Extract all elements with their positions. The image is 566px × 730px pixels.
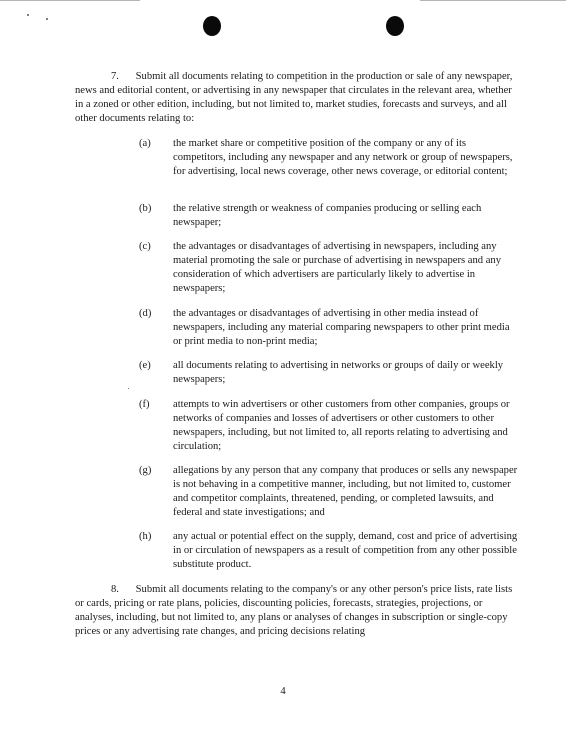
list-item-text: allegations by any person that any company that produces or sells any newspaper is not behaving in a competitive manner, including, but not limited to, customer and competitor complaints, threatened, pending, or completed lawsuits, and federal and state investigations; and (173, 465, 518, 519)
list-item-text: all documents relating to advertising in networks or groups of daily or weekly newspapers; (173, 360, 504, 386)
scan-edge-line (420, 0, 566, 1)
list-item-letter: (e) (139, 360, 151, 371)
list-item-letter: (a) (139, 138, 151, 149)
list-item-letter: (c) (139, 241, 151, 252)
list-item-text: any actual or potential effect on the supply, demand, cost and price of advertising in or circulation of newspapers as a result of competition from any other possible substitute product. (173, 531, 518, 571)
list-item-text: the relative strength or weakness of companies producing or selling each newspaper; (173, 203, 482, 229)
punch-hole-left (203, 16, 221, 36)
punch-hole-right (386, 16, 404, 36)
list-item-text: attempts to win advertisers or other customers from other companies, groups or networks of companies and losses of advertisers or other customers to other newspapers, including, but not limited to, all reports relating to advertising and circulation; (173, 399, 510, 453)
paragraph-7-number: 7. (111, 71, 119, 82)
list-item-letter: (g) (139, 465, 152, 476)
list-item-letter: (f) (139, 399, 150, 410)
scan-edge-line (0, 0, 140, 1)
paragraph-8-text: Submit all documents relating to the company's or any other person's price lists, rate lists or cards, pricing or rate plans, policies, discounting policies, forecasts, strategies, projections, or analyses, including, but not limited to, any plans or analyses of changes in subscription or single-copy prices or any advertising rate changes, and pricing decisions relating (75, 584, 513, 638)
paragraph-8-number: 8. (111, 584, 119, 595)
paragraph-7 (75, 70, 515, 126)
scan-speck (46, 18, 48, 20)
page-number: 4 (280, 686, 286, 697)
scan-speck (128, 388, 129, 389)
list-item-letter: (h) (139, 531, 152, 542)
paragraph-7-text: Submit all documents relating to competition in the production or sale of any newspaper, news and editorial content, or advertising in any newspaper that circulates in the relevant area, whether in a zoned or other edition, including, but not limited to, market studies, forecasts and surveys, and all other documents relating to: (75, 71, 513, 125)
list-item-text: the advantages or disadvantages of advertising in newspapers, including any material promoting the sale or purchase of advertising in newspapers and any consideration of which advertisers are particularly likely to advertise in newspapers; (173, 241, 502, 295)
list-item-letter: (b) (139, 203, 152, 214)
paragraph-8 (75, 583, 515, 639)
list-item-text: the advantages or disadvantages of advertising in other media instead of newspapers, including any material comparing newspapers to other print media or print media to non-print media; (173, 308, 510, 348)
scan-speck (27, 14, 29, 16)
list-item-text: the market share or competitive position of the company or any of its competitors, including any newspaper and any network or group of newspapers, for advertising, local news coverage, other news coverage, or editorial content; (173, 138, 513, 178)
list-item-letter: (d) (139, 308, 152, 319)
